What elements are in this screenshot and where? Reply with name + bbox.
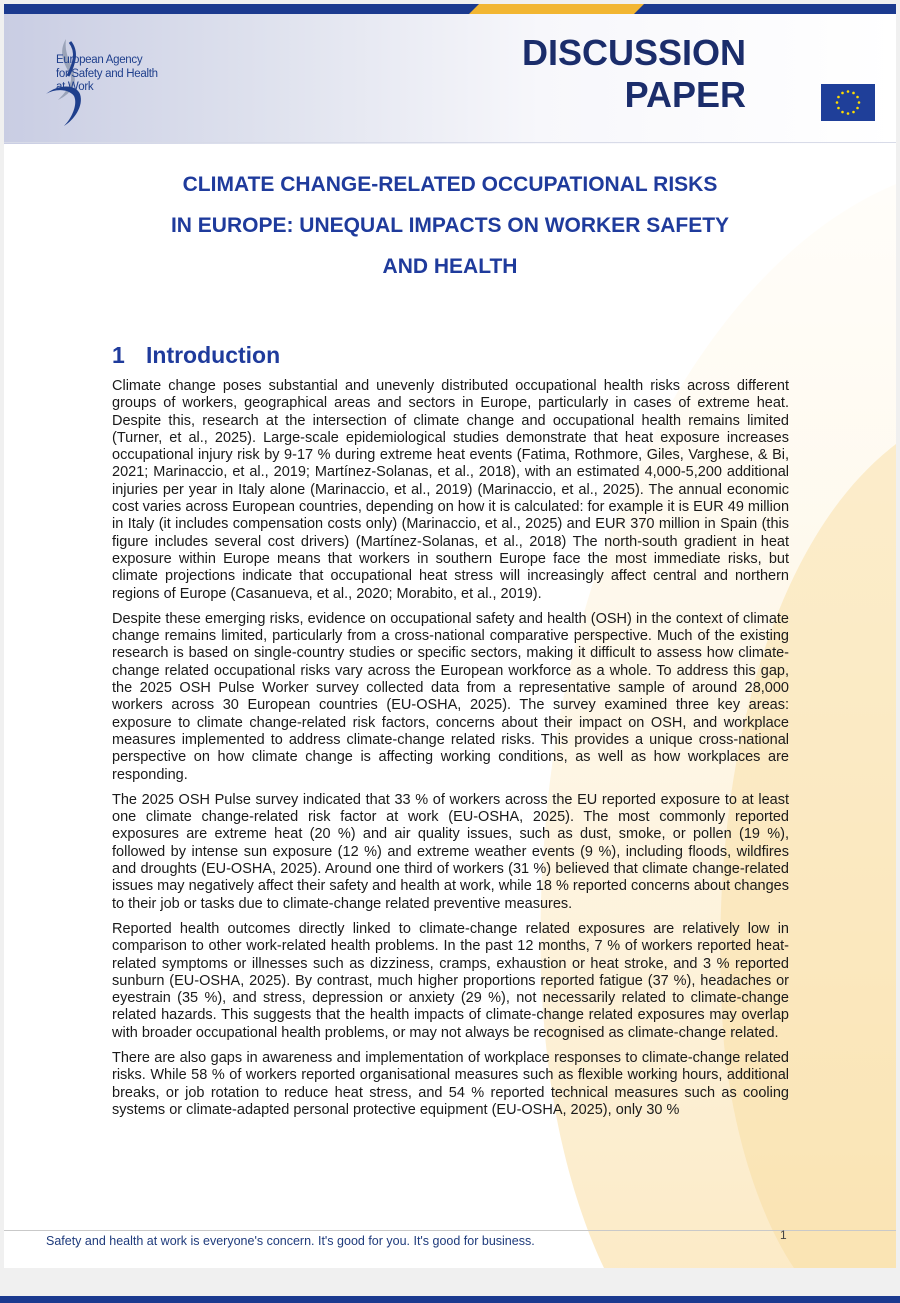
eu-star-icon bbox=[841, 111, 844, 114]
section-number: 1 bbox=[112, 342, 125, 368]
paragraph: Despite these emerging risks, evidence on occupational safety and health (OSH) in the context of climate change remains limited, particularly from a cross-national comparative perspective. Much of the existing research is based on single-country studies or specific sectors, making it difficult to assess how climate-change related occupational risks vary across the European workforce as a whole. To address this gap, the 2025 OSH Pulse Worker survey collected data from a representative sample of around 28,000 workers across 30 European countries (EU-OSHA, 2025). The survey examined three key areas: exposure to climate change-related risk factors, concerns about their impact on OSH, and workplace measures implemented to address climate-change related risks. This provides a unique cross-national perspective on how climate change is affecting working conditions, as well as how workplaces are responding. bbox=[112, 610, 789, 783]
document-page bbox=[4, 4, 896, 1268]
footer-divider bbox=[4, 1230, 896, 1231]
bottom-color-band bbox=[0, 1296, 900, 1303]
section-heading bbox=[112, 342, 280, 369]
eu-star-icon bbox=[856, 107, 859, 110]
page-number: 1 bbox=[780, 1228, 787, 1242]
eu-star-icon bbox=[856, 96, 859, 99]
paragraph: The 2025 OSH Pulse survey indicated that 33 % of workers across the EU reported exposure to at least one climate change-related risk factor at work (EU-OSHA, 2025). The most commonly reported exposures are extreme heat (20 %) and air quality issues, such as dust, smoke, or pollen (19 %), followed by intense sun exposure (12 %) and extreme weather events (9 %), including floods, wildfires and droughts (EU-OSHA, 2025). Around one third of workers (31 %) believed that climate change-related issues may negatively affect their safety and health at work, while 18 % reported concerns about changes to their job or tasks due to climate-change related preventive measures. bbox=[112, 791, 789, 912]
eu-star-icon bbox=[847, 90, 850, 93]
body-text bbox=[112, 378, 789, 1127]
eu-star-icon bbox=[837, 96, 840, 99]
paper-title bbox=[64, 164, 836, 287]
eu-star-icon bbox=[841, 92, 844, 95]
paper-title-line: IN EUROPE: UNEQUAL IMPACTS ON WORKER SAFETY bbox=[170, 214, 730, 237]
paper-title-line: CLIMATE CHANGE-RELATED OCCUPATIONAL RISKS bbox=[182, 173, 718, 196]
eu-star-icon bbox=[836, 101, 839, 104]
agency-name bbox=[56, 54, 166, 95]
agency-name-line: European Agency bbox=[56, 54, 143, 66]
document-type bbox=[522, 32, 746, 116]
paragraph: Reported health outcomes directly linked to climate-change related exposures are relatively low in comparison to other work-related health problems. In the past 12 months, 7 % of workers reported heat-related symptoms or illnesses such as dizziness, cramps, exhaustion or heat stroke, and 3 % reported sunburn (EU-OSHA, 2025). By contrast, much higher proportions reported fatigue (37 %), headaches or eyestrain (35 %), and stress, depression or anxiety (29 %), not necessarily related to climate-change related hazards. This suggests that the health impacts of climate-change related exposures may overlap with broader occupational health problems, or may not always be recognised as climate-change related. bbox=[112, 920, 789, 1041]
eu-star-icon bbox=[847, 112, 850, 115]
paper-title-line: AND HEALTH bbox=[382, 255, 518, 278]
section-title: Introduction bbox=[146, 342, 281, 368]
top-color-band bbox=[4, 4, 896, 14]
eu-star-icon bbox=[837, 107, 840, 110]
eu-star-icon bbox=[852, 92, 855, 95]
document-type-line: DISCUSSION bbox=[521, 32, 746, 73]
eu-flag-icon bbox=[821, 84, 875, 121]
paragraph: There are also gaps in awareness and implementation of workplace responses to climate-change related risks. While 58 % of workers reported organisational measures such as flexible working hours, additional breaks, or job rotation to reduce heat stress, and 54 % reported technical measures such as cooling systems or climate-adapted personal protective equipment (EU-OSHA, 2025), only 30 % bbox=[112, 1049, 789, 1118]
agency-name-line: at Work bbox=[56, 81, 94, 93]
footer-slogan: Safety and health at work is everyone's concern. It's good for you. It's good for business. bbox=[46, 1234, 535, 1248]
document-type-line: PAPER bbox=[624, 74, 746, 115]
eu-star-icon bbox=[858, 101, 861, 104]
header-divider bbox=[4, 142, 896, 143]
eu-star-icon bbox=[852, 111, 855, 114]
agency-name-line: for Safety and Health bbox=[56, 67, 158, 80]
paragraph: Climate change poses substantial and unevenly distributed occupational health risks across different groups of workers, geographical areas and sectors in Europe, particularly in cases of extreme heat. Despite this, research at the intersection of climate change and occupational health remains limited (Turner, et al., 2025). Large-scale epidemiological studies demonstrate that heat exposure increases occupational injury risk by 9-17 % during extreme heat events (Fatima, Rothmore, Giles, Varghese, & Bi, 2021; Marinaccio, et al., 2019; Martínez-Solanas, et al., 2018), with an estimated 4,000-5,200 additional injuries per year in Italy alone (Marinaccio, et al., 2019) (Marinaccio, et al., 2025). The annual economic cost varies across European countries, depending on how it is calculated: for example it is EUR 49 million in Italy (it includes compensation costs only) (Marinaccio, et al., 2025) and EUR 370 million in Spain (this figure includes several cost drivers) (Martínez-Solanas, et al., 2018) The north-south gradient in heat exposure within Europe means that workers in southern Europe face the most immediate risks, but climate projections indicate that occupational heat stress will increasingly affect central and northern regions of Europe (Casanueva, et al., 2020; Morabito, et al., 2019). bbox=[112, 378, 790, 602]
